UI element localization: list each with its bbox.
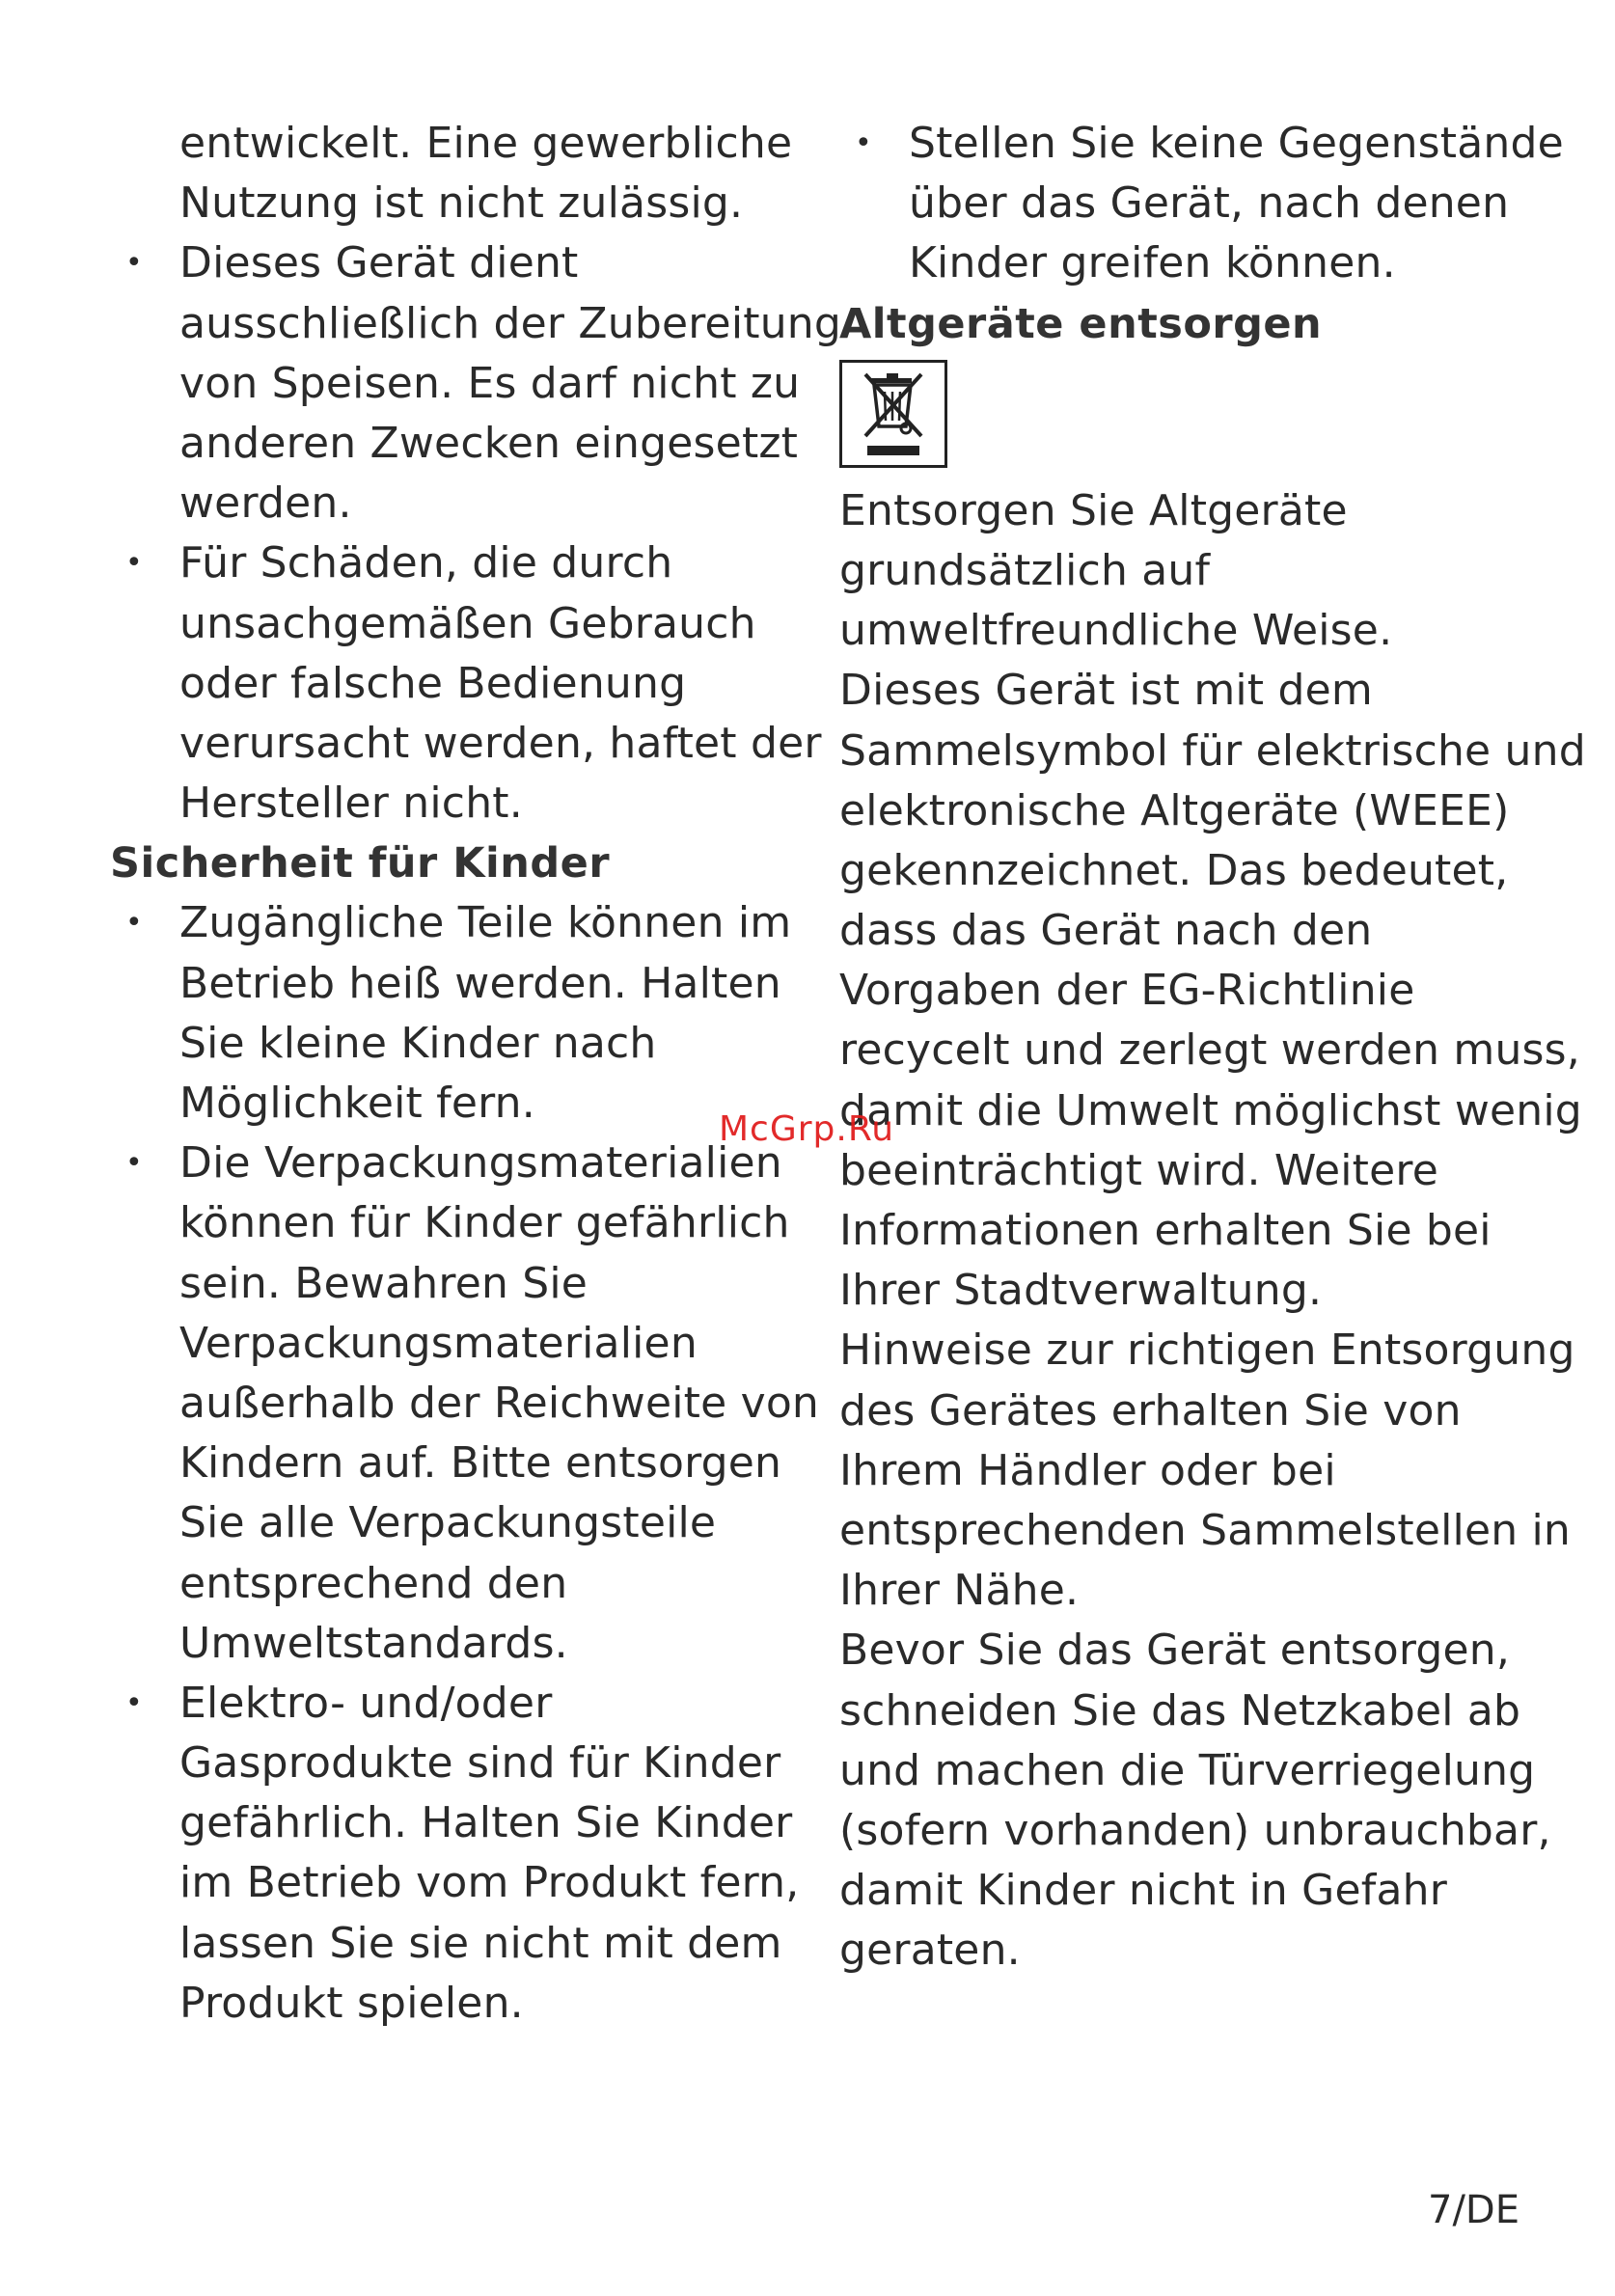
right-column bbox=[839, 114, 1586, 1981]
list-item-line: unsachgemäßen Gebrauch bbox=[179, 598, 756, 648]
watermark: McGrp.Ru bbox=[719, 1109, 895, 1149]
list-item-line: lassen Sie sie nicht mit dem bbox=[179, 1918, 782, 1968]
bullet-icon: • bbox=[125, 1685, 143, 1720]
paragraph-line: Ihrem Händler oder bei bbox=[839, 1445, 1336, 1495]
list-item-line: Für Schäden, die durch bbox=[179, 538, 673, 588]
list-item-line: Sie kleine Kinder nach bbox=[179, 1018, 657, 1068]
bullet-icon: • bbox=[855, 126, 872, 160]
list-item-line: im Betrieb vom Produkt fern, bbox=[179, 1858, 800, 1908]
page-number: 7/DE bbox=[1428, 2188, 1519, 2232]
paragraph-line: entsprechenden Sammelstellen in bbox=[839, 1505, 1572, 1555]
list-item-line: Hersteller nicht. bbox=[179, 779, 523, 829]
list-item-line: Elektro- und/oder bbox=[179, 1678, 553, 1728]
paragraph-line: beeinträchtigt wird. Weitere bbox=[839, 1145, 1438, 1195]
paragraph-line: Entsorgen Sie Altgeräte bbox=[839, 485, 1348, 535]
list-item-line: Betrieb heiß werden. Halten bbox=[179, 958, 781, 1008]
bullet-icon: • bbox=[125, 1146, 143, 1181]
list-item bbox=[110, 1134, 820, 1674]
paragraph-line: recycelt und zerlegt werden muss, bbox=[839, 1025, 1580, 1076]
paragraph-line: Ihrer Stadtverwaltung. bbox=[839, 1266, 1323, 1316]
paragraph-line: Dieses Gerät ist mit dem bbox=[839, 666, 1373, 716]
paragraph-line: damit Kinder nicht in Gefahr bbox=[839, 1866, 1447, 1916]
list-item-line: Möglichkeit fern. bbox=[179, 1079, 535, 1128]
list-item bbox=[839, 114, 1564, 294]
list-item-line: außerhalb der Reichweite von bbox=[179, 1378, 820, 1428]
paragraph-line: geraten. bbox=[839, 1926, 1021, 1976]
list-item-line: entsprechend den bbox=[179, 1558, 568, 1608]
list-item-line: Umweltstandards. bbox=[179, 1618, 568, 1668]
paragraph-line: Sammelsymbol für elektrische und bbox=[839, 725, 1586, 776]
paragraph-line: schneiden Sie das Netzkabel ab bbox=[839, 1685, 1521, 1736]
list-item-line: Kindern auf. Bitte entsorgen bbox=[179, 1438, 782, 1489]
list-item-line: sein. Bewahren Sie bbox=[179, 1258, 589, 1308]
list-item-line: über das Gerät, nach denen bbox=[909, 178, 1510, 229]
paragraph-line: damit die Umwelt möglichst wenig bbox=[839, 1085, 1582, 1135]
bullet-icon: • bbox=[125, 246, 143, 281]
paragraph-line: Ihrer Nähe. bbox=[839, 1566, 1080, 1616]
paragraph-line: umweltfreundliche Weise. bbox=[839, 606, 1393, 656]
list-item-line: Kinder greifen können. bbox=[909, 238, 1396, 288]
list-item-line: werden. bbox=[179, 478, 352, 529]
crossed-out-wheelie-bin-icon bbox=[839, 360, 947, 468]
list-item-line: verursacht werden, haftet der bbox=[179, 718, 822, 768]
paragraph-line: gekennzeichnet. Das bedeutet, bbox=[839, 845, 1509, 895]
paragraph-line: dass das Gerät nach den bbox=[839, 906, 1373, 956]
list-item-line: Die Verpackungsmaterialien bbox=[179, 1138, 782, 1189]
list-item-line: Verpackungsmaterialien bbox=[179, 1318, 698, 1368]
list-item-line: Produkt spielen. bbox=[179, 1978, 524, 2028]
list-item-line: ausschließlich der Zubereitung bbox=[179, 298, 842, 348]
list-item bbox=[110, 533, 822, 834]
paragraph-line: grundsätzlich auf bbox=[839, 545, 1211, 595]
paragraph-line: des Gerätes erhalten Sie von bbox=[839, 1385, 1462, 1435]
paragraph-line: Hinweise zur richtigen Entsorgung bbox=[839, 1326, 1575, 1376]
list-item bbox=[110, 893, 792, 1134]
bullet-icon: • bbox=[125, 906, 143, 941]
paragraph-line: (sofern vorhanden) unbrauchbar, bbox=[839, 1805, 1551, 1855]
list-item-line: anderen Zwecken eingesetzt bbox=[179, 418, 799, 468]
list-item-line: oder falsche Bedienung bbox=[179, 658, 687, 708]
list-item-line: von Speisen. Es darf nicht zu bbox=[179, 358, 801, 408]
intro-line: entwickelt. Eine gewerbliche bbox=[179, 119, 793, 168]
list-item-line: Zugängliche Teile können im bbox=[179, 898, 792, 948]
paragraph-line: elektronische Altgeräte (WEEE) bbox=[839, 785, 1510, 835]
list-item-line: gefährlich. Halten Sie Kinder bbox=[179, 1798, 793, 1848]
list-item-line: Dieses Gerät dient bbox=[179, 238, 579, 288]
list-item-line: Sie alle Verpackungsteile bbox=[179, 1498, 717, 1548]
paragraph-line: Bevor Sie das Gerät entsorgen, bbox=[839, 1626, 1511, 1676]
list-item-line: Stellen Sie keine Gegenstände bbox=[909, 119, 1564, 168]
bullet-icon: • bbox=[125, 546, 143, 581]
section-heading-disposal: Altgeräte entsorgen bbox=[839, 299, 1323, 348]
list-item-line: Gasprodukte sind für Kinder bbox=[179, 1738, 781, 1789]
paragraph-line: Informationen erhalten Sie bei bbox=[839, 1206, 1492, 1255]
paragraph-line: Vorgaben der EG-Richtlinie bbox=[839, 966, 1415, 1016]
list-item bbox=[110, 233, 842, 533]
section-heading-child-safety: Sicherheit für Kinder bbox=[110, 839, 611, 888]
intro-line: Nutzung ist nicht zulässig. bbox=[179, 178, 744, 229]
list-item-line: können für Kinder gefährlich bbox=[179, 1198, 790, 1248]
list-item bbox=[110, 1674, 800, 2034]
paragraph-line: und machen die Türverriegelung bbox=[839, 1745, 1536, 1795]
